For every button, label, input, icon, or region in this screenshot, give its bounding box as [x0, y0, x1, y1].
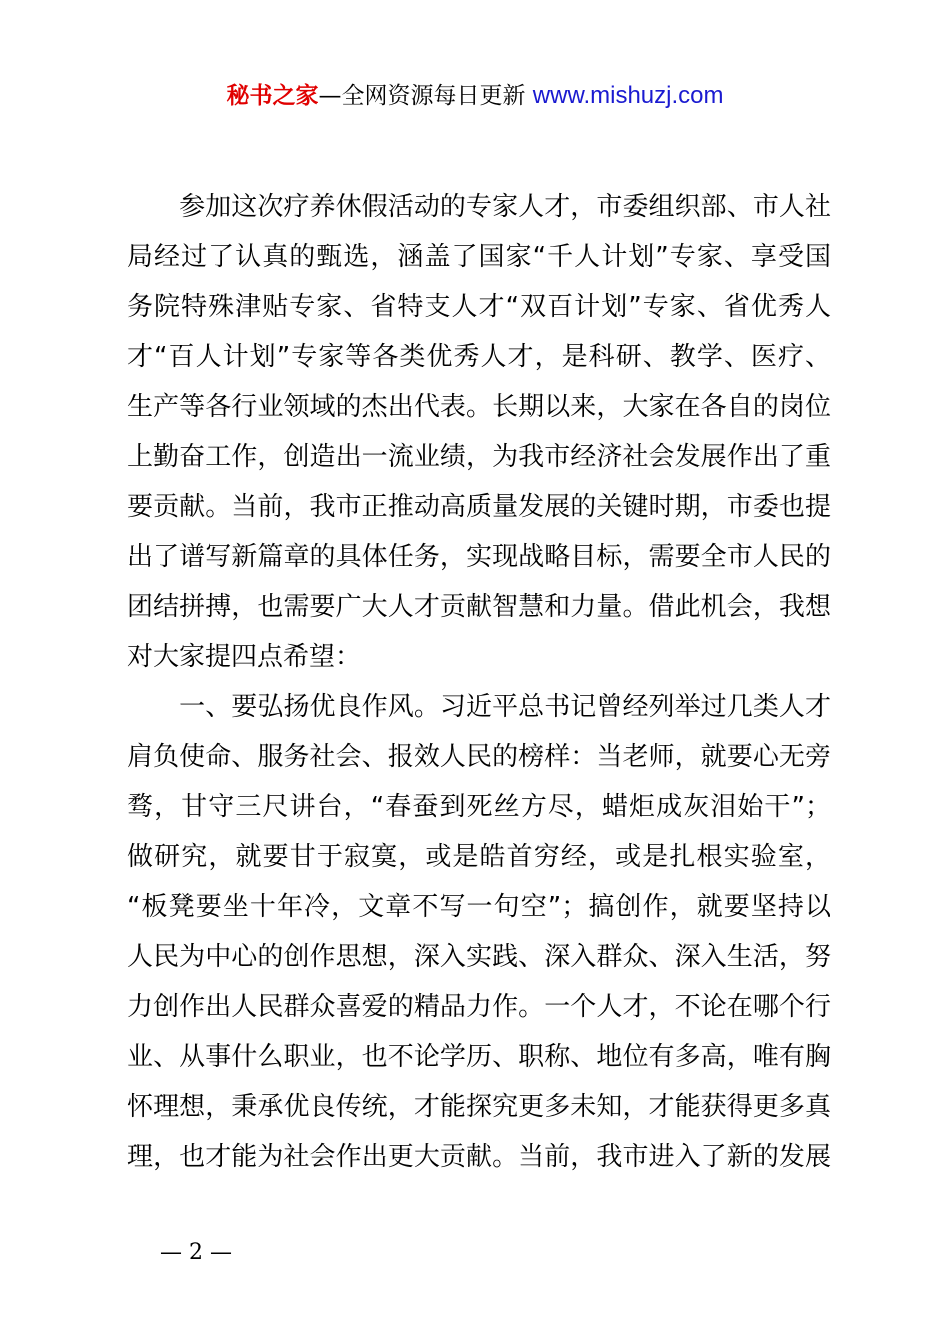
body-line: 生产等各行业领域的杰出代表。长期以来，大家在各自的岗位 — [127, 392, 831, 422]
body-line: 业、从事什么职业，也不论学历、职称、地位有多高，唯有胸 — [127, 1042, 831, 1072]
body-line: 骛，甘守三尺讲台，“春蚕到死丝方尽，蜡炬成灰泪始干”； — [127, 792, 831, 822]
body-line: 人民为中心的创作思想，深入实践、深入群众、深入生活，努 — [127, 942, 831, 972]
body-line: 参加这次疗养休假活动的专家人才，市委组织部、市人社 — [127, 192, 831, 222]
body-line: 一、要弘扬优良作风。习近平总书记曾经列举过几类人才 — [127, 692, 831, 722]
body-line: 局经过了认真的甄选，涵盖了国家“千人计划”专家、享受国 — [127, 242, 831, 272]
body-line: “板凳要坐十年冷，文章不写一句空”；搞创作，就要坚持以 — [127, 892, 831, 922]
body-line: 理，也才能为社会作出更大贡献。当前，我市进入了新的发展 — [127, 1142, 831, 1172]
site-header — [0, 80, 950, 112]
body-line: 上勤奋工作，创造出一流业绩，为我市经济社会发展作出了重 — [127, 442, 831, 472]
body-line: 团结拼搏，也需要广大人才贡献智慧和力量。借此机会，我想 — [127, 592, 831, 622]
body-line: 做研究，就要甘于寂寞，或是皓首穷经，或是扎根实验室， — [127, 842, 831, 872]
body-line: 出了谱写新篇章的具体任务，实现战略目标，需要全市人民的 — [127, 542, 831, 572]
site-url-link[interactable]: www.mishuzj.com — [532, 82, 724, 109]
body-line: 对大家提四点希望： — [127, 642, 362, 672]
body-line: 要贡献。当前，我市正推动高质量发展的关键时期，市委也提 — [127, 492, 831, 522]
site-brand: 秘书之家 — [226, 83, 319, 109]
site-tagline: —全网资源每日更新 — [318, 83, 526, 109]
document-body — [127, 182, 831, 1182]
body-line: 怀理想，秉承优良传统，才能探究更多未知，才能获得更多真 — [127, 1092, 831, 1122]
page-number: — 2 — — [160, 1240, 232, 1265]
body-line: 肩负使命、服务社会、报效人民的榜样：当老师，就要心无旁 — [127, 742, 831, 772]
body-line: 才“百人计划”专家等各类优秀人才，是科研、教学、医疗、 — [127, 342, 831, 372]
body-line: 务院特殊津贴专家、省特支人才“双百计划”专家、省优秀人 — [127, 292, 831, 322]
body-line: 力创作出人民群众喜爱的精品力作。一个人才，不论在哪个行 — [127, 992, 831, 1022]
